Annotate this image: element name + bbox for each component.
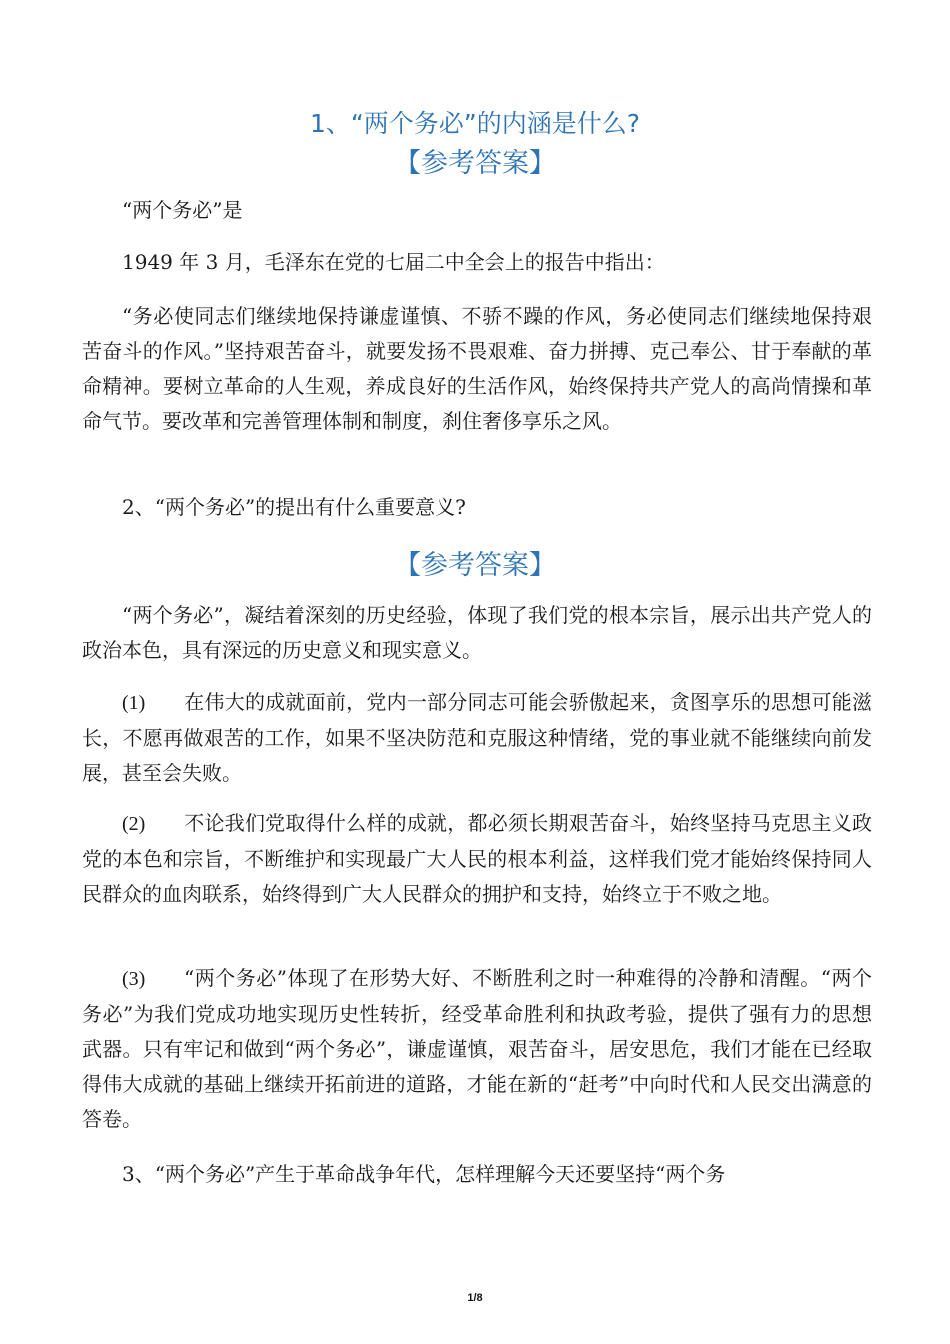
list-item-text: 不论我们党取得什么样的成就，都必须长期艰苦奋斗，始终坚持马克思主义政党的本色和宗旨，不断维护和实现最广大人民的根本利益，这样我们党才能始终保持同人民群众的血肉联系，始终得到广大人民群众的拥护和支持，始终立于不败之地。 [82, 811, 872, 906]
list-item [82, 961, 872, 1137]
answer-label-2: 【参考答案】 [394, 550, 556, 581]
paragraph-2: 1949 年 3 月，毛泽东在党的七届二中全会上的报告中指出： [122, 250, 665, 274]
paragraph-4: “两个务必”，凝结着深刻的历史经验，体现了我们党的根本宗旨，展示出共产党人的政治本色，具有深远的历史意义和现实意义。 [82, 603, 872, 662]
list-item-number: (1) [122, 692, 146, 714]
question-3: 3、“两个务必”产生于革命战争年代，怎样理解今天还要坚持“两个务 [122, 1162, 726, 1186]
question-2: 2、“两个务必”的提出有什么重要意义? [122, 495, 466, 519]
list-item-number: (2) [122, 813, 146, 835]
answer-label-1: 【参考答案】 [394, 148, 556, 179]
paragraph-3: “务必使同志们继续地保持谦虚谨慎、不骄不躁的作风，务必使同志们继续地保持艰苦奋斗的作风。”坚持艰苦奋斗，就要发扬不畏艰难、奋力拼搏、克己奉公、甘于奉献的革命精神。要树立革命的人生观，养成良好的生活作风，始终保持共产党人的高尚情操和革命气节。要改革和完善管理体制和制度，刹住奢侈享乐之风。 [82, 304, 872, 433]
question-1-title: 1、“两个务必”的内涵是什么? [309, 109, 641, 138]
paragraph-1: “两个务必”是 [122, 198, 243, 222]
list-item-text: 在伟大的成就面前，党内一部分同志可能会骄傲起来，贪图享乐的思想可能滋长，不愿再做艰苦的工作，如果不坚决防范和克服这种情绪，党的事业就不能继续向前发展，甚至会失败。 [82, 690, 872, 785]
list-item-number: (3) [122, 968, 146, 990]
list-item-text: “两个务必”体现了在形势大好、不断胜利之时一种难得的冷静和清醒。“两个务必”为我们党成功地实现历史性转折，经受革命胜利和执政考验，提供了强有力的思想武器。只有牢记和做到“两个务必”，谦虚谨慎，艰苦奋斗，居安思危，我们才能在已经取得伟大成就的基础上继续开拓前进的道路，才能在新的“赶考”中向时代和人民交出满意的答卷。 [82, 966, 872, 1131]
page-number: 1/8 [467, 1292, 483, 1304]
list-item [82, 685, 872, 791]
list-item [82, 806, 872, 912]
